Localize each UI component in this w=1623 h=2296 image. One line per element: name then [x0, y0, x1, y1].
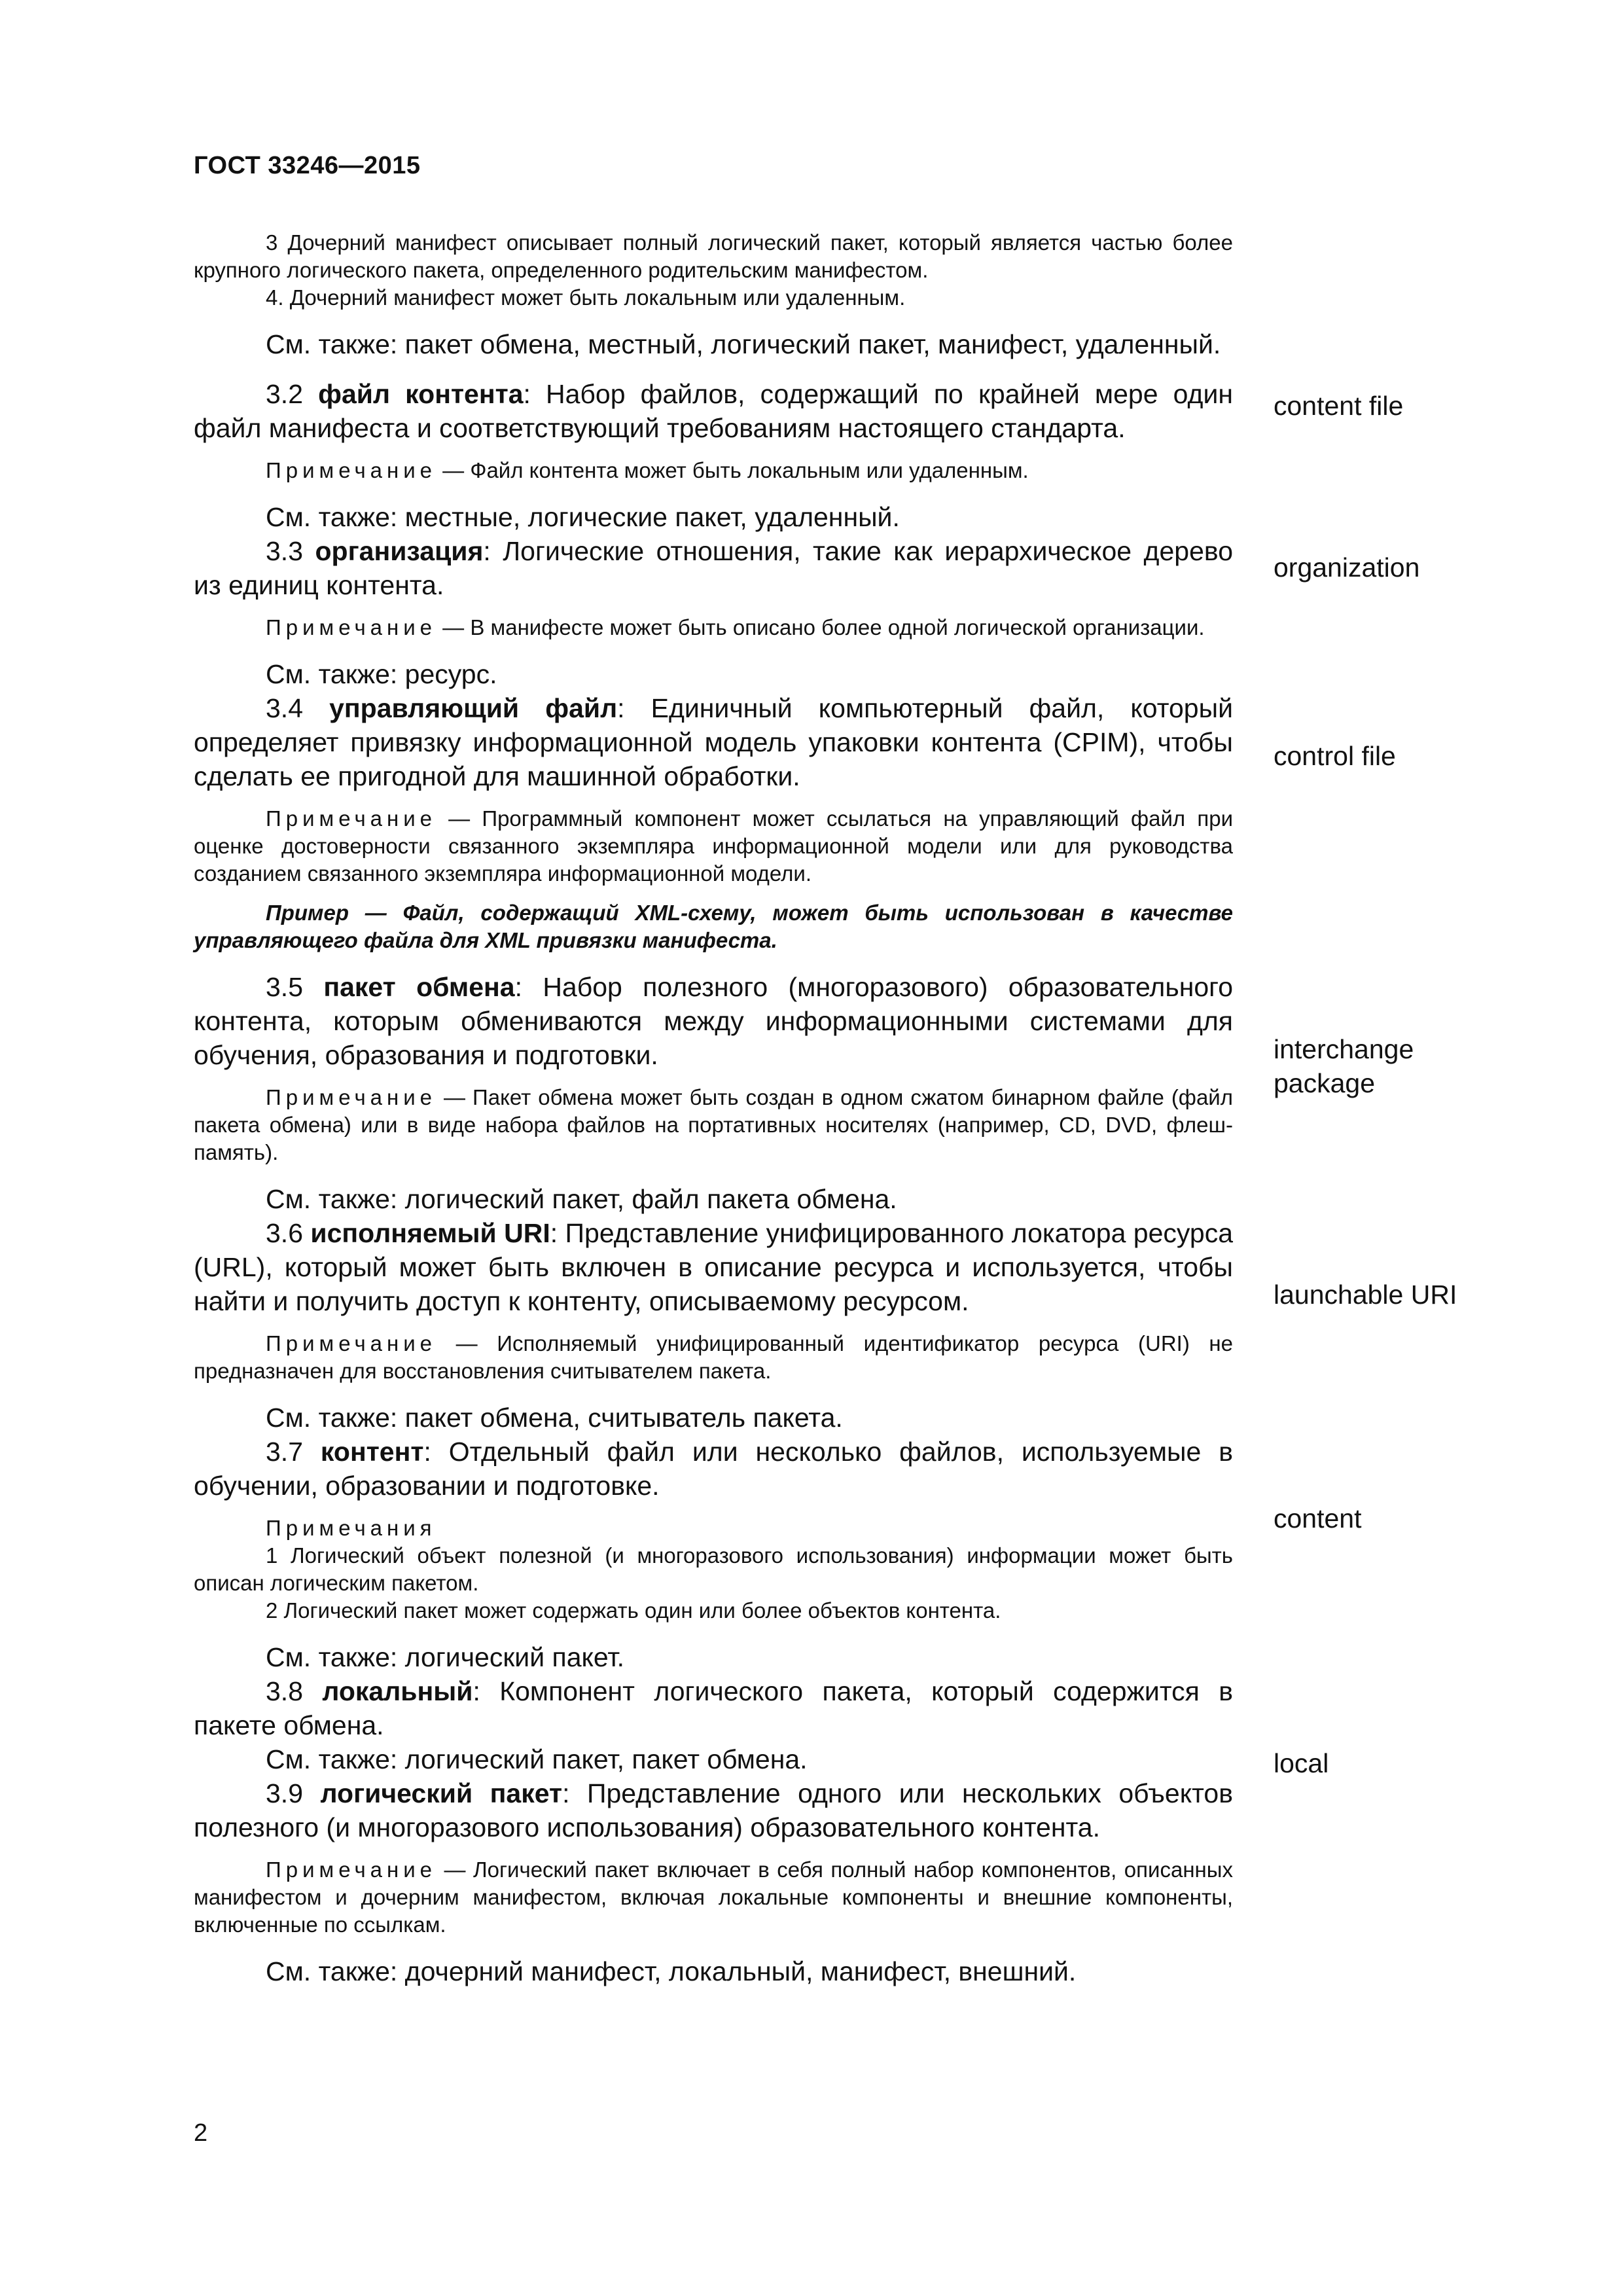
en-term-3-5: interchange package	[1274, 1034, 1414, 1098]
dash: —	[437, 615, 471, 639]
term-definition: : Компонент логического пакета, который содержится в пакете обмена.	[194, 1676, 1233, 1740]
note-label: Примечание	[266, 1085, 437, 1109]
term-title: исполняемый URI	[310, 1218, 550, 1248]
note-label: Примечание	[266, 1857, 437, 1882]
note-3-3	[194, 614, 1233, 641]
dash: —	[348, 901, 403, 925]
dash: —	[437, 1085, 473, 1109]
document-body	[194, 229, 1233, 1988]
dash: —	[437, 1331, 497, 1355]
term-title: управляющий файл	[329, 693, 618, 723]
term-definition: : Логические отношения, такие как иерархическое дерево из единиц контента.	[194, 536, 1234, 600]
see-also-3-8: См. также: логический пакет, пакет обмена.	[266, 1744, 808, 1774]
en-term-3-8: local	[1274, 1748, 1329, 1778]
note-3-4	[194, 805, 1233, 888]
term-definition: : Набор полезного (многоразового) образовательного контента, которым обмениваются между информационными системами для обучения, образования и подготовки.	[194, 972, 1233, 1070]
see-also-3-5: См. также: логический пакет, файл пакета обмена.	[266, 1184, 897, 1214]
note-3-7-1: 1 Логический объект полезной (и многоразового использования) информации может быть описан логическим пакетом.	[194, 1543, 1233, 1595]
term-number: 3.4	[266, 693, 330, 723]
term-number: 3.9	[266, 1778, 321, 1808]
definition-3-6	[194, 1216, 1233, 1318]
note-label: Примечание	[266, 806, 437, 831]
en-term-3-3: organization	[1274, 552, 1420, 583]
note-3-7-2: 2 Логический пакет может содержать один или более объектов контента.	[266, 1598, 1001, 1623]
example-3-4	[194, 899, 1233, 954]
en-term-3-6: launchable URI	[1274, 1280, 1457, 1310]
see-also-3-3: См. также: ресурс.	[266, 659, 497, 689]
note-text: Файл контента может быть локальным или удаленным.	[470, 458, 1029, 482]
note-3-9	[194, 1856, 1233, 1939]
term-number: 3.2	[266, 379, 319, 409]
notes-label-3-7	[194, 1515, 1233, 1542]
dash: —	[437, 458, 471, 482]
note-3-6	[194, 1330, 1233, 1385]
note-text: Логический пакет включает в себя полный набор компонентов, описанных манифестом и дочерним манифестом, включая локальные компоненты и внешние компоненты, включенные по ссылкам.	[194, 1857, 1233, 1937]
page-number: 2	[194, 2119, 208, 2147]
en-term-3-4: control file	[1274, 741, 1396, 771]
term-title: логический пакет	[320, 1778, 563, 1808]
see-also-child-manifest: См. также: пакет обмена, местный, логический пакет, манифест, удаленный.	[266, 329, 1221, 359]
term-title: файл контента	[318, 379, 524, 409]
intro-note-3: 3 Дочерний манифест описывает полный логический пакет, который является частью более крупного логического пакета, определенного родительским манифестом.	[194, 230, 1233, 282]
term-definition: : Набор файлов, содержащий по крайней мере один файл манифеста и соответствующий требованиям настоящего стандарта.	[194, 379, 1233, 443]
note-text: В манифесте может быть описано более одной логической организации.	[470, 615, 1205, 639]
note-3-2	[194, 457, 1233, 484]
note-text: Исполняемый унифицированный идентификатор ресурса (URI) не предназначен для восстановления считывателем пакета.	[194, 1331, 1233, 1383]
term-definition: : Представление одного или нескольких объектов полезного (и многоразового использования) образовательного контента.	[194, 1778, 1233, 1842]
term-definition: : Представление унифицированного локатора ресурса (URL), который может быть включен в описание ресурса и используется, чтобы найти и получить доступ к контенту, описываемому ресурсом.	[194, 1218, 1234, 1316]
term-number: 3.5	[266, 972, 324, 1002]
definition-3-9	[194, 1776, 1233, 1844]
note-text: Пакет обмена может быть создан в одном сжатом бинарном файле (файл пакета обмена) или в виде набора файлов на портативных носителях (например, CD, DVD, флеш-память).	[194, 1085, 1233, 1164]
term-definition: : Единичный компьютерный файл, который определяет привязку информационной модель упаковки контента (CPIM), чтобы сделать ее пригодной для машинной обработки.	[194, 693, 1233, 791]
note-text: Программный компонент может ссылаться на управляющий файл при оценке достоверности связанного экземпляра информационной модели или для руководства созданием связанного экземпляра информационной модели.	[194, 806, 1233, 886]
definition-3-3	[194, 534, 1233, 602]
term-title: локальный	[322, 1676, 473, 1706]
en-term-3-2: content file	[1274, 391, 1404, 421]
note-label: Примечание	[266, 458, 437, 482]
note-label: Примечание	[266, 1331, 437, 1355]
see-also-3-9: См. также: дочерний манифест, локальный, манифест, внешний.	[266, 1956, 1077, 1986]
definition-3-4	[194, 691, 1233, 793]
see-also-3-6: См. также: пакет обмена, считыватель пакета.	[266, 1403, 843, 1433]
note-3-5	[194, 1084, 1233, 1166]
example-text: Файл, содержащий XML-схему, может быть использован в качестве управляющего файла для XML привязки манифеста.	[194, 901, 1233, 952]
term-definition: : Отдельный файл или несколько файлов, используемые в обучении, образовании и подготовке.	[194, 1437, 1234, 1501]
term-title: пакет обмена	[323, 972, 515, 1002]
see-also-3-7: См. также: логический пакет.	[266, 1642, 624, 1672]
intro-note-4: 4. Дочерний манифест может быть локальным или удаленным.	[266, 285, 906, 310]
definition-3-5	[194, 970, 1233, 1072]
note-label: Примечание	[266, 615, 437, 639]
term-number: 3.7	[266, 1437, 321, 1467]
en-term-3-7: content	[1274, 1503, 1362, 1534]
example-label: Пример	[266, 901, 349, 925]
definition-3-2	[194, 377, 1233, 445]
term-number: 3.3	[266, 536, 315, 566]
dash: —	[437, 806, 482, 831]
notes-label: Примечания	[266, 1516, 437, 1540]
dash: —	[437, 1857, 474, 1882]
term-title: контент	[320, 1437, 424, 1467]
term-title: организация	[315, 536, 484, 566]
see-also-3-2: См. также: местные, логические пакет, удаленный.	[266, 502, 900, 532]
definition-3-7	[194, 1435, 1233, 1503]
term-number: 3.8	[266, 1676, 323, 1706]
term-number: 3.6	[266, 1218, 311, 1248]
standard-header: ГОСТ 33246—2015	[194, 152, 421, 179]
definition-3-8	[194, 1674, 1233, 1742]
